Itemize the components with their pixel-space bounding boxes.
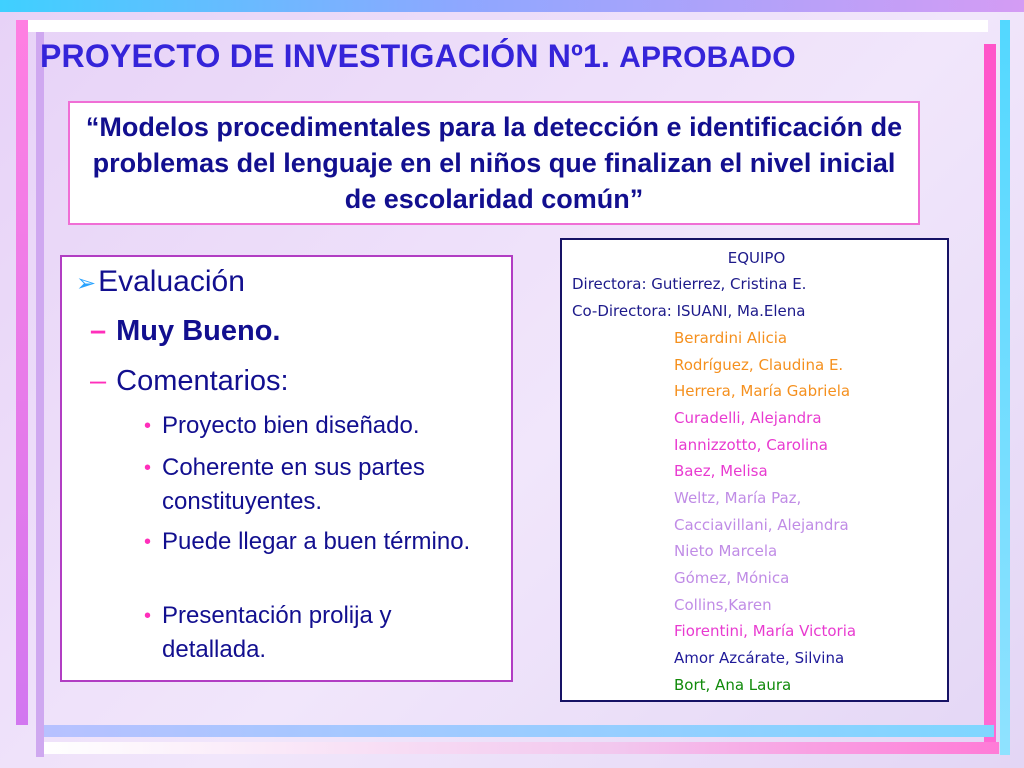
- team-member: Cacciavillani, Alejandra: [674, 516, 849, 534]
- comment-text: Puede llegar a buen término.: [162, 528, 471, 555]
- team-member: Amor Azcárate, Silvina: [674, 649, 845, 667]
- team-member: Rodríguez, Claudina E.: [674, 356, 844, 374]
- frame-bar-right: [984, 44, 996, 754]
- slide-title-text: PROYECTO DE INVESTIGACIÓN Nº1.: [40, 38, 611, 74]
- bullet-dot-icon: •: [144, 605, 152, 627]
- team-member: Weltz, María Paz,: [674, 489, 802, 507]
- comment-item: [144, 451, 489, 519]
- comments-label: [90, 365, 289, 398]
- bullet-dot-icon: •: [144, 457, 152, 479]
- frame-bar-right-outer: [1000, 20, 1010, 755]
- bullet-dot-icon: •: [144, 415, 152, 437]
- team-director: Directora: Gutierrez, Cristina E.: [572, 275, 807, 293]
- bullet-dot-icon: •: [144, 531, 152, 553]
- comment-item: [144, 599, 489, 667]
- team-member: Bort, Ana Laura: [674, 676, 792, 694]
- team-member: Nieto Marcela: [674, 542, 778, 560]
- frame-bar-top: [0, 0, 1024, 12]
- team-member: Berardini Alicia: [674, 329, 788, 347]
- frame-bar-bottom: [44, 725, 994, 737]
- evaluation-heading: [76, 265, 245, 299]
- frame-bar-top-inner: [28, 20, 988, 32]
- team-member: Curadelli, Alejandra: [674, 409, 822, 427]
- team-heading: EQUIPO: [727, 249, 786, 267]
- team-co-director: Co-Directora: ISUANI, Ma.Elena: [572, 302, 806, 320]
- team-box: [560, 238, 949, 702]
- team-member: Fiorentini, María Victoria: [674, 622, 857, 640]
- team-member: Iannizzotto, Carolina: [674, 436, 828, 454]
- project-title-box: [68, 101, 920, 225]
- evaluation-heading-text: Evaluación: [98, 265, 245, 298]
- slide-status: APROBADO: [619, 41, 796, 74]
- frame-bar-bottom-outer: [44, 742, 999, 754]
- dash-bullet-icon: –: [90, 315, 107, 347]
- comment-text: Proyecto bien diseñado.: [162, 412, 420, 439]
- team-member: Gómez, Mónica: [674, 569, 790, 587]
- frame-bar-left: [16, 20, 28, 725]
- frame-bar-left-inner: [36, 32, 44, 757]
- evaluation-box: [60, 255, 513, 682]
- slide-title: [40, 38, 980, 75]
- evaluation-rating: [90, 315, 280, 348]
- project-title: “Modelos procedimentales para la detección e identificación de problemas del lenguaje en el niños que finalizan el nivel inicial de escolaridad común”: [85, 112, 903, 214]
- evaluation-rating-text: Muy Bueno.: [116, 315, 281, 347]
- dash-bullet-icon: –: [90, 365, 107, 397]
- team-member: Herrera, María Gabriela: [674, 382, 851, 400]
- team-member: Baez, Melisa: [674, 462, 768, 480]
- comment-item: [144, 409, 489, 443]
- comment-text: Coherente en sus partes constituyentes.: [162, 454, 425, 515]
- comment-item: [144, 525, 489, 559]
- arrow-bullet-icon: ➢: [76, 270, 97, 297]
- comment-text: Presentación prolija y detallada.: [162, 602, 392, 663]
- team-member: Collins,Karen: [674, 596, 772, 614]
- comments-label-text: Comentarios:: [116, 365, 289, 397]
